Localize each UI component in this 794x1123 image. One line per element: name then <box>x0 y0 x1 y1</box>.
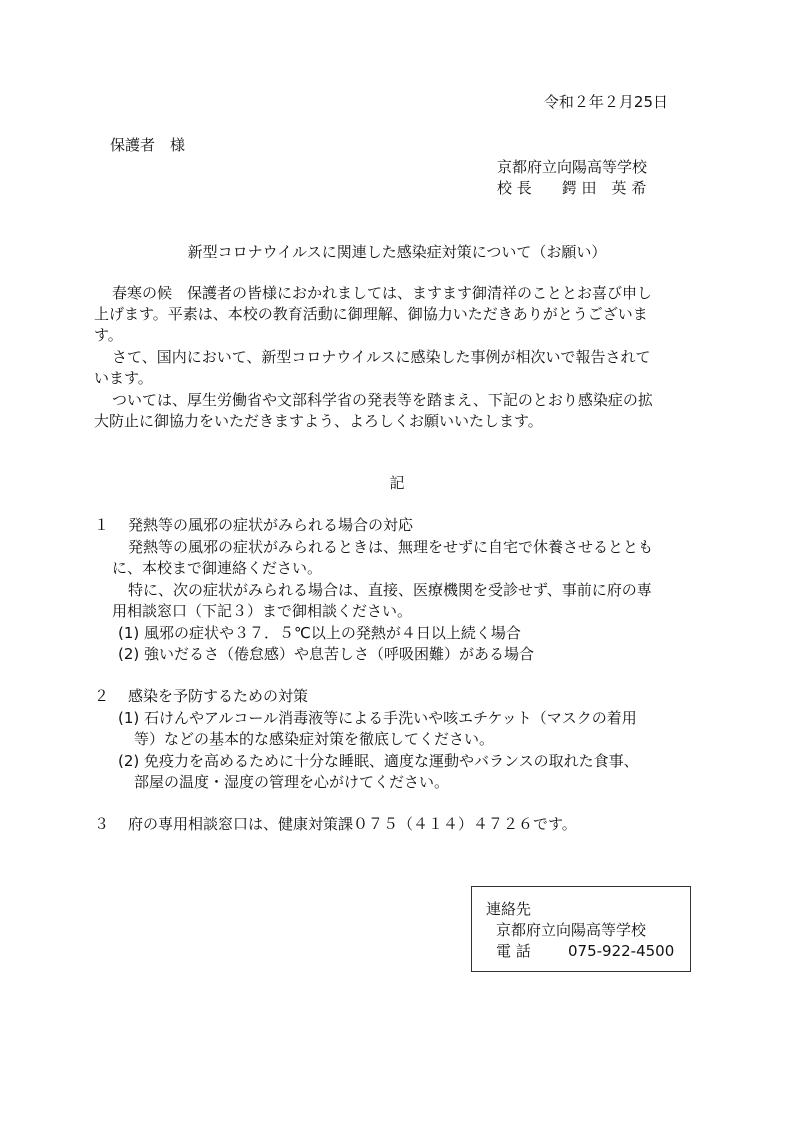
section-number: １ <box>94 516 110 534</box>
kiroku-heading: 記 <box>389 474 405 492</box>
section-heading: 感染を予防するための対策 <box>128 687 309 705</box>
document-title: 新型コロナウイルスに関連した感染症対策について（お願い） <box>187 243 607 261</box>
body-text: 大防止に御協力をいただきますよう、よろしくお願いいたします。 <box>94 412 543 430</box>
sender-principal: 校 長 鍔 田 英 希 <box>497 179 647 197</box>
section-text: に、本校まで御連絡ください。 <box>112 559 323 577</box>
body-text: 春寒の候 保護者の皆様におかれましては、ますます御清祥のこととお喜び申し <box>112 284 653 302</box>
section-number: ２ <box>94 687 110 705</box>
contact-school: 京都府立向陽高等学校 <box>496 921 647 939</box>
section-text: 特に、次の症状がみられる場合は、直接、医療機関を受診せず、事前に府の専 <box>128 581 652 599</box>
contact-phone-label: 電 話 <box>496 942 531 960</box>
body-text: います。 <box>94 369 153 387</box>
contact-label: 連絡先 <box>486 900 532 918</box>
section-number: ３ <box>94 815 110 833</box>
section-text: 府の専用相談窓口は、健康対策課０７５（４１４）４７２６です。 <box>128 815 577 833</box>
body-text: 上げます。平素は、本校の教育活動に御理解、御協力いただきありがとうございま <box>94 305 648 323</box>
body-text: ついては、厚生労働省や文部科学省の発表等を踏まえ、下記のとおり感染症の拡 <box>112 391 653 409</box>
sender-school: 京都府立向陽高等学校 <box>497 158 648 176</box>
section-text: 用相談窓口（下記３）まで御相談ください。 <box>112 602 413 620</box>
body-text: す。 <box>94 326 123 344</box>
document-date: 令和２年２月25日 <box>543 93 668 111</box>
list-item: 部屋の温度・湿度の管理を心がけてください。 <box>134 773 450 791</box>
list-item: (1) 石けんやアルコール消毒液等による手洗いや咳エチケット（マスクの着用 <box>118 709 637 727</box>
list-item: 等）などの基本的な感染症対策を徹底してください。 <box>134 730 495 748</box>
section-text: 発熱等の風邪の症状がみられるときは、無理をせずに自宅で休養させるととも <box>128 538 654 556</box>
list-item: (2) 強いだるさ（倦怠感）や息苦しさ（呼吸困難）がある場合 <box>118 645 535 663</box>
body-text: さて、国内において、新型コロナウイルスに感染した事例が相次いで報告されて <box>112 348 651 366</box>
section-heading: 発熱等の風邪の症状がみられる場合の対応 <box>128 516 414 534</box>
list-item: (2) 免疫力を高めるために十分な睡眠、適度な運動やバランスの取れた食事、 <box>118 752 639 770</box>
list-item: (1) 風邪の症状や３７．５℃以上の発熱が４日以上続く場合 <box>118 624 521 642</box>
contact-box <box>471 886 691 972</box>
addressee: 保護者 様 <box>110 136 186 154</box>
contact-phone-number: 075-922-4500 <box>568 942 675 960</box>
